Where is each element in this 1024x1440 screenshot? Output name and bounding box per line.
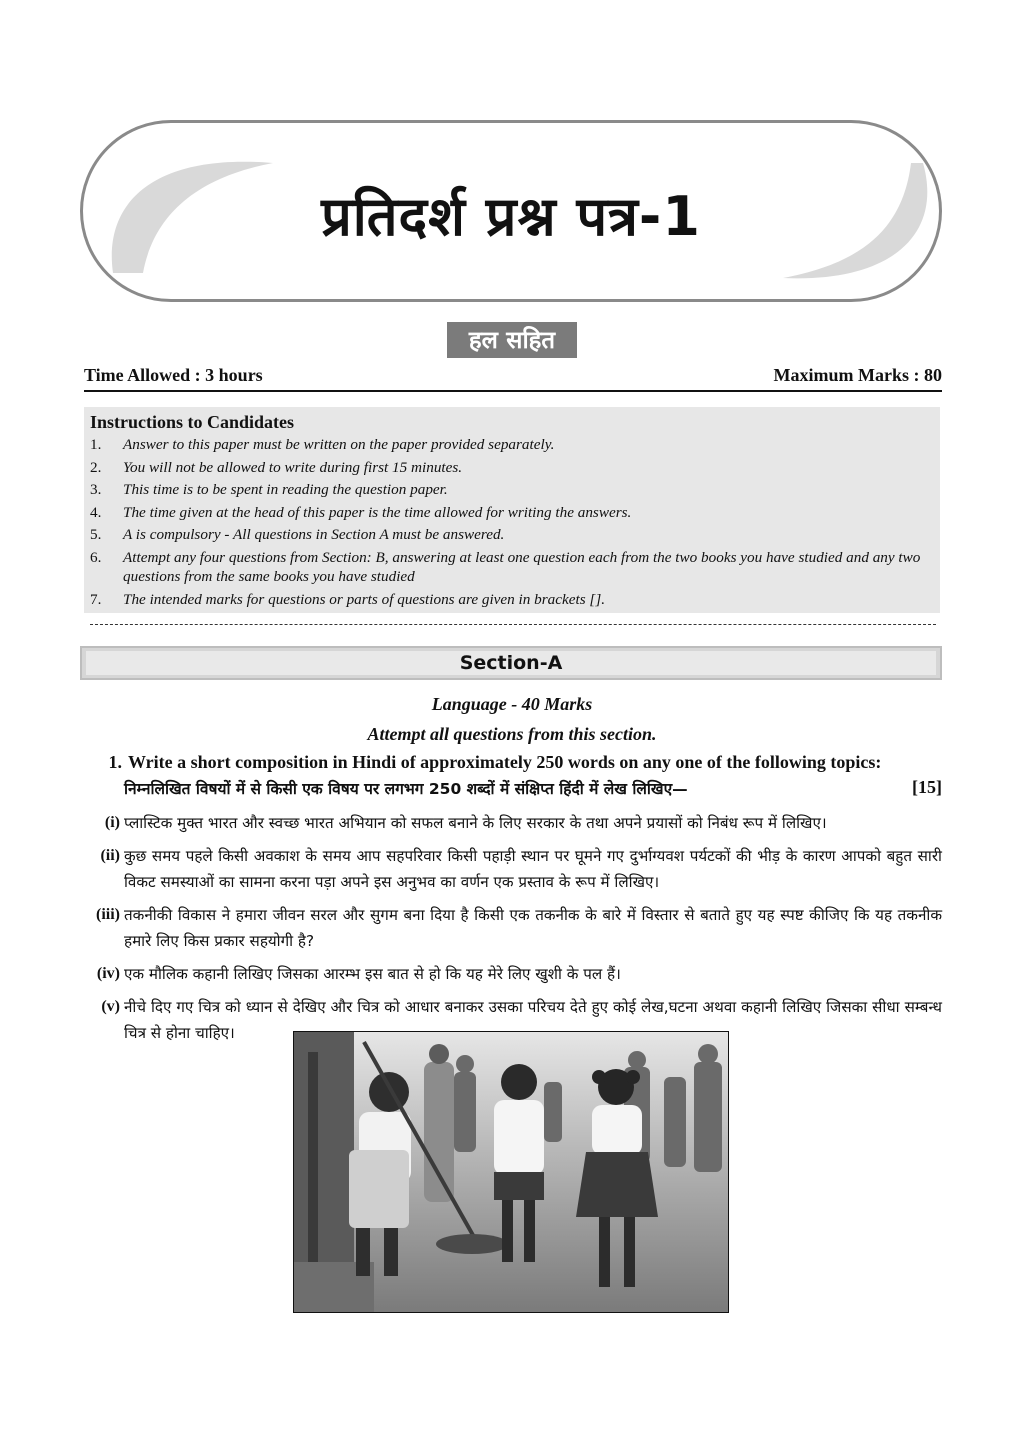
option-item: (iii) तकनीकी विकास ने हमारा जीवन सरल और सुगम बना दिया है किसी एक तकनीक के बारे में विस्तार से बताते हुए यह स्पष्ट कीजिए कि यह तकनीक हमारे लिए किस प्रकार सहयोगी है? [96, 906, 942, 950]
instructions-heading: Instructions to Candidates [90, 412, 295, 432]
meta-divider [84, 390, 942, 392]
option-item: (ii) कुछ समय पहले किसी अवकाश के समय आप सहपरिवार किसी पहाड़ी स्थान पर घूमने गए दुर्भाग्यवश पर्यटकों की भीड़ के कारण आपको बहुत सारी विकट समस्याओं का सामना करना पड़ा अपने इस अनुभव का वर्णन एक प्रस्ताव के रूप में लिखिए। [100, 847, 942, 891]
option-item: (v) नीचे दिए गए चित्र को ध्यान से देखिए और चित्र को आधार बनाकर उसका परिचय देते हुए कोई लेख,घटना अथवा कहानी लिखिए जिसका सीधा सम्बन्ध चित्र से होना चाहिए। [101, 998, 942, 1042]
children-street-photo [293, 1031, 729, 1313]
title-banner [80, 120, 942, 302]
question-options [84, 810, 942, 1053]
instruction-item: 1. Answer to this paper must be written on the paper provided separately. [90, 436, 555, 453]
question-hindi-text: निम्नलिखित विषयों में से किसी एक विषय पर लगभग 250 शब्दों में संक्षिप्त हिंदी में लेख लिखिए— [124, 780, 688, 798]
instructions-box [84, 407, 940, 613]
photo-illustration [294, 1032, 729, 1313]
instruction-item: 5. A is compulsory - All questions in Section A must be answered. [90, 526, 505, 543]
option-item: (iv) एक मौलिक कहानी लिखिए जिसका आरम्भ इस बात से हो कि यह मेरे लिए खुशी के पल हैं। [96, 965, 621, 983]
section-a-bar [80, 646, 942, 680]
instruction-item: 2. You will not be allowed to write during first 15 minutes. [90, 458, 463, 476]
instruction-item: 7. The intended marks for questions or parts of questions are given in brackets []. [90, 590, 606, 608]
time-allowed: Time Allowed : 3 hours [84, 365, 263, 385]
solved-badge: हल सहित [447, 322, 577, 358]
instruction-item: 6. Attempt any four questions from Section: B, answering at least one question each from the two books you have studied and any two questions from the same books you have studied [90, 548, 921, 585]
maximum-marks: Maximum Marks : 80 [773, 365, 942, 385]
section-subtitle: Language - 40 Marks [431, 694, 593, 714]
question-number: 1. [108, 752, 122, 772]
dashed-divider [90, 624, 936, 625]
option-item: (i) प्लास्टिक मुक्त भारत और स्वच्छ भारत अभियान को सफल बनाने के लिए सरकार के तथा अपने प्रयासों को निबंध रूप में लिखिए। [104, 814, 827, 832]
section-title: Section-A [86, 651, 936, 675]
section-note: Attempt all questions from this section. [367, 724, 657, 744]
instructions-list [90, 435, 932, 609]
meta-row [84, 365, 942, 386]
instruction-item: 4. The time given at the head of this paper is the time allowed for writing the answers. [90, 503, 632, 521]
question-marks: [15] [912, 777, 942, 797]
instruction-item: 3. This time is to be spent in reading the question paper. [90, 481, 448, 498]
paper-title: प्रतिदर्श प्रश्न पत्र-1 [321, 185, 701, 248]
question-1 [84, 752, 942, 799]
question-english-text: Write a short composition in Hindi of approximately 250 words on any one of the following topics: [128, 752, 882, 772]
